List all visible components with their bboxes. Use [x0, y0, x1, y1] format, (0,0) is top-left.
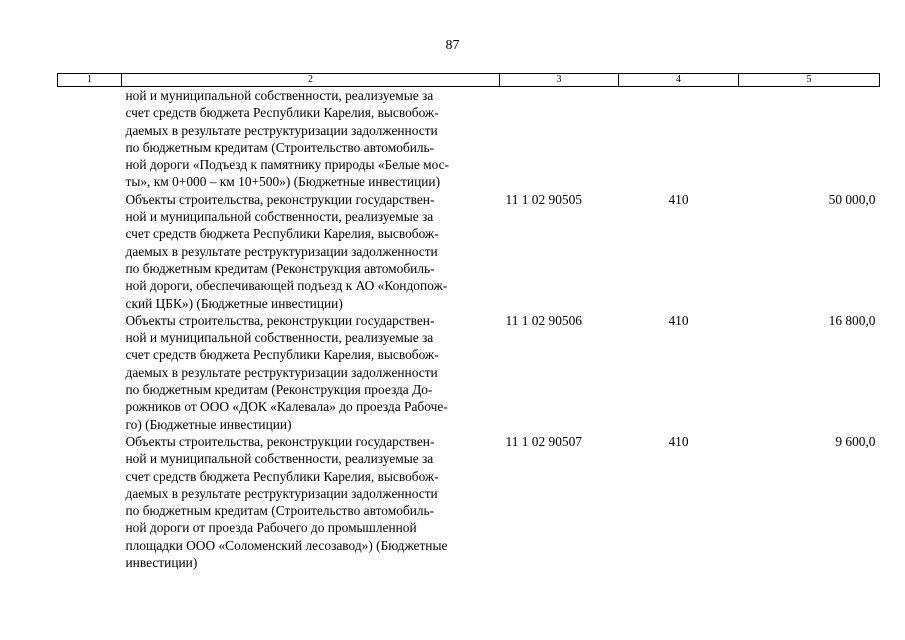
description-line: Объекты строительства, реконструкции государствен-	[125, 433, 435, 449]
description-line: по бюджетным кредитам (Строительство автомобиль-	[125, 139, 435, 155]
description-line: по бюджетным кредитам (Строительство автомобиль-	[125, 503, 435, 519]
table-row	[58, 191, 880, 312]
column-number-header	[58, 74, 880, 87]
target-code-cell: 11 1 02 90506	[505, 312, 582, 328]
description-cell	[122, 433, 500, 571]
description-line: счет средств бюджета Республики Карелия, высвобож-	[125, 105, 439, 121]
row-number-cell	[58, 87, 122, 191]
expense-type-cell: 410	[668, 191, 689, 207]
description-line: ский ЦБК») (Бюджетные инвестиции)	[125, 295, 343, 311]
description-line: счет средств бюджета Республики Карелия, высвобож-	[125, 226, 439, 242]
row-number-cell	[58, 312, 122, 433]
description-line: ной дороги, обеспечивающей подъезд к АО «Кондопож-	[125, 278, 448, 294]
description-line: ной и муниципальной собственности, реализуемые за	[125, 330, 434, 346]
amount-cell: 9 600,0	[835, 433, 876, 449]
description-line: ной дороги от проезда Рабочего до промышленной	[125, 520, 417, 536]
column-header: 2	[122, 74, 500, 87]
description-line: ной и муниципальной собственности, реализуемые за	[125, 209, 434, 225]
budget-table	[57, 73, 880, 571]
column-header: 3	[500, 74, 619, 87]
description-line: по бюджетным кредитам (Реконструкция автомобиль-	[125, 260, 435, 276]
description-line: даемых в результате реструктуризации задолженности	[125, 485, 438, 501]
description-line: ной и муниципальной собственности, реализуемые за	[125, 451, 434, 467]
table-row	[58, 312, 880, 433]
target-code-cell: 11 1 02 90505	[505, 191, 582, 207]
column-header: 1	[58, 74, 122, 87]
column-header: 5	[739, 74, 880, 87]
expense-type-cell: 410	[668, 433, 689, 449]
description-line: Объекты строительства, реконструкции государствен-	[125, 312, 435, 328]
row-number-cell	[58, 191, 122, 312]
description-cell	[122, 191, 500, 312]
expense-type-cell	[619, 87, 739, 191]
amount-cell	[739, 87, 880, 191]
row-number-cell	[58, 433, 122, 571]
description-line: по бюджетным кредитам (Реконструкция проезда До-	[125, 382, 433, 398]
description-line: ной и муниципальной собственности, реализуемые за	[125, 88, 434, 103]
description-line: ной дороги «Подъезд к памятнику природы «Белые мос-	[125, 157, 450, 173]
target-code-cell: 11 1 02 90507	[505, 433, 582, 449]
table-row	[58, 433, 880, 571]
expense-type-cell: 410	[668, 312, 689, 328]
table-row	[58, 87, 880, 191]
page-number: 87	[445, 38, 460, 53]
description-line: счет средств бюджета Республики Карелия, высвобож-	[125, 347, 439, 363]
description-line: инвестиции)	[125, 555, 198, 571]
description-line: рожников от ООО «ДОК «Калевала» до проезда Рабоче-	[125, 399, 448, 415]
description-line: площадки ООО «Соломенский лесозавод») (Бюджетные	[125, 537, 448, 553]
description-line: Объекты строительства, реконструкции государствен-	[125, 191, 435, 207]
description-line: даемых в результате реструктуризации задолженности	[125, 243, 438, 259]
description-line: го) (Бюджетные инвестиции)	[125, 416, 292, 432]
description-line: даемых в результате реструктуризации задолженности	[125, 122, 438, 138]
column-header: 4	[619, 74, 739, 87]
description-cell	[122, 312, 500, 433]
description-line: даемых в результате реструктуризации задолженности	[125, 364, 438, 380]
amount-cell: 16 800,0	[828, 312, 876, 328]
target-code-cell	[500, 87, 619, 191]
description-line: счет средств бюджета Республики Карелия, высвобож-	[125, 468, 439, 484]
amount-cell: 50 000,0	[828, 191, 876, 207]
description-cell	[122, 87, 500, 191]
description-line: ты», км 0+000 – км 10+500») (Бюджетные инвестиции)	[125, 174, 441, 190]
